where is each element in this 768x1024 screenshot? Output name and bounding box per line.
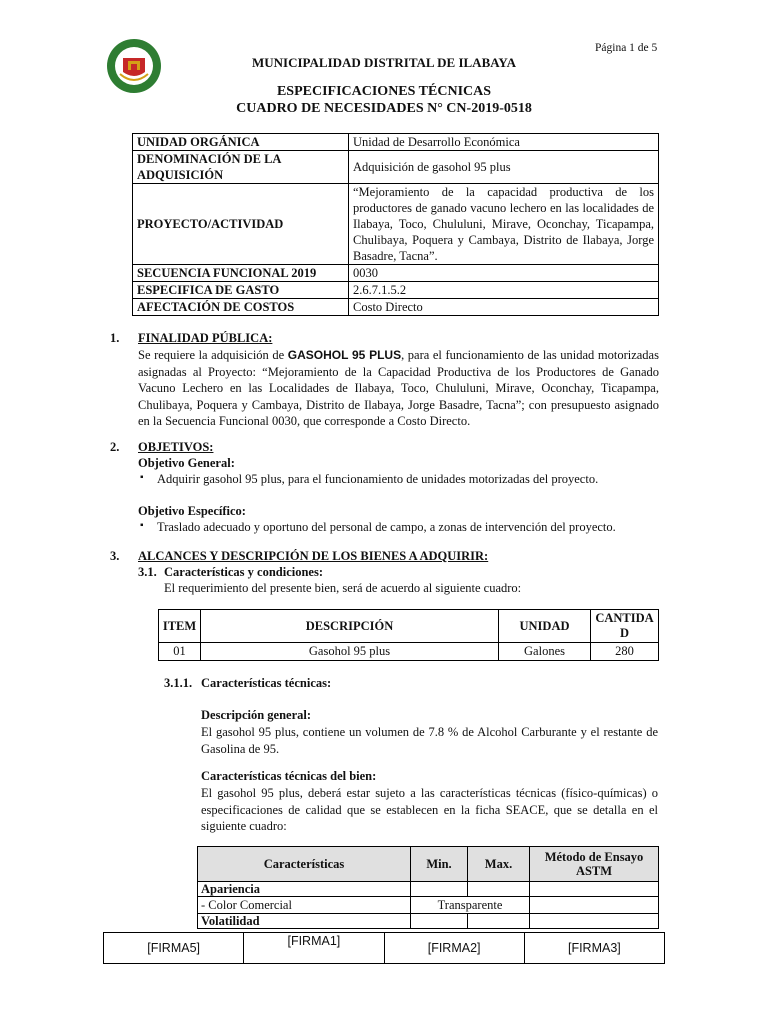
info-label: AFECTACIÓN DE COSTOS <box>133 299 349 316</box>
section-1-paragraph <box>138 347 659 430</box>
description-title: Descripción general: <box>201 708 312 722</box>
section-2-title: OBJETIVOS: <box>138 440 214 454</box>
section-1-number: 1. <box>110 331 120 345</box>
cell-description: Gasohol 95 plus <box>201 643 499 661</box>
info-label: DENOMINACIÓN DE LA ADQUISICIÓN <box>133 151 349 184</box>
info-label: SECUENCIA FUNCIONAL 2019 <box>133 265 349 282</box>
info-table <box>132 133 659 316</box>
technical-title: Características técnicas del bien: <box>201 769 377 783</box>
cell-volatility: Volatilidad <box>198 914 411 929</box>
municipality-name: MUNICIPALIDAD DISTRITAL DE ILABAYA <box>251 55 517 70</box>
subsubsection-title: Características técnicas: <box>201 676 332 690</box>
items-table <box>158 609 659 661</box>
bullet: ▪ <box>140 472 144 483</box>
signature-firma2: [FIRMA2] <box>384 933 524 964</box>
bullet: ▪ <box>140 520 144 531</box>
subsection-text: El requerimiento del presente bien, será de acuerdo al siguiente cuadro: <box>164 581 522 595</box>
header-method: Método de Ensayo ASTM <box>530 847 659 882</box>
section-2-number: 2. <box>110 440 120 454</box>
signature-table <box>103 932 665 964</box>
header-unit: UNIDAD <box>499 610 591 643</box>
header-min: Min. <box>411 847 468 882</box>
section-1-bold: GASOHOL 95 PLUS <box>287 348 402 362</box>
table-row <box>133 282 659 299</box>
technical-text: El gasohol 95 plus, deberá estar sujeto a las características técnicas (físico-químicas) o especificaciones de calidad que se establecen en la ficha SEACE, que se detalla en el siguiente cuadro: <box>201 786 658 833</box>
section-3-title: ALCANCES Y DESCRIPCIÓN DE LOS BIENES A ADQUIRIR: <box>138 549 489 563</box>
table-header-row <box>198 847 659 882</box>
characteristics-table <box>197 846 659 929</box>
header-quantity: CANTIDAD <box>591 610 659 643</box>
objective-general-title: Objetivo General: <box>138 456 235 470</box>
header-description: DESCRIPCIÓN <box>201 610 499 643</box>
table-row <box>133 151 659 184</box>
table-row <box>198 914 659 929</box>
table-row <box>133 265 659 282</box>
section-1-title: FINALIDAD PÚBLICA: <box>138 331 273 345</box>
signature-firma1: [FIRMA1] <box>244 933 384 964</box>
table-row <box>159 643 659 661</box>
subsection-title: Características y condiciones: <box>164 565 323 579</box>
info-value: 0030 <box>349 265 659 282</box>
info-value: “Mejoramiento de la capacidad productiva de los productores de ganado vacuno lechero en las localidades de Ilabaya, Toco, Chululuni, Mirave, Oconchay, Ticapampa, Chulibaya, Poquera y Cambaya, Distrito de Ilabaya, Jorge Basadre, Tacna”. <box>349 184 659 265</box>
section-3-number: 3. <box>110 549 120 563</box>
info-value: Adquisición de gasohol 95 plus <box>349 151 659 184</box>
objective-general-item: Adquirir gasohol 95 plus, para el funcionamiento de unidades motorizadas del proyecto. <box>157 472 599 486</box>
signature-firma5: [FIRMA5] <box>104 933 244 964</box>
description-text: El gasohol 95 plus, contiene un volumen de 7.8 % de Alcohol Carburante y el restante de Gasolina de 95. <box>201 725 658 756</box>
page-number: Página 1 de 5 <box>595 42 658 54</box>
subsubsection-number: 3.1.1. <box>164 676 193 690</box>
table-row <box>133 184 659 265</box>
info-value: Costo Directo <box>349 299 659 316</box>
info-value: Unidad de Desarrollo Económica <box>349 134 659 151</box>
section-1-text: , para el funcionamiento de las unidad motorizadas asignadas al Proyecto: “Mejoramiento de la Capacidad Productiva de los Productores de Ganado Vacuno Lechero en las Localidades de Ilabaya, Toco, Chululuni, Mirave, Oconchay, Ticapampa, Chulibaya, Poquera y Cambaya, Distrito de Ilabaya, Jorge Basadre, Tacna”; con presupuesto asignado en la Secuencia Funcional 0030, que corresponde a Costo Directo. <box>138 348 659 429</box>
cell-quantity: 280 <box>591 643 659 661</box>
table-row <box>133 299 659 316</box>
header-item: ITEM <box>159 610 201 643</box>
section-1-text: Se requiere la adquisición de <box>138 348 288 362</box>
table-row <box>198 882 659 897</box>
objective-specific-item: Traslado adecuado y oportuno del personal de campo, a zonas de intervención del proyecto. <box>157 520 616 534</box>
table-row <box>133 134 659 151</box>
cell-appearance: Apariencia <box>198 882 411 897</box>
subsection-number: 3.1. <box>138 565 157 579</box>
info-label: ESPECIFICA DE GASTO <box>133 282 349 299</box>
cell-unit: Galones <box>499 643 591 661</box>
doc-subtitle: CUADRO DE NECESIDADES N° CN-2019-0518 <box>236 101 532 116</box>
cell-color-value: Transparente <box>411 897 530 914</box>
cell-color: - Color Comercial <box>198 897 411 914</box>
info-label: UNIDAD ORGÁNICA <box>133 134 349 151</box>
header-characteristic: Características <box>198 847 411 882</box>
table-row <box>198 897 659 914</box>
table-row <box>104 933 665 964</box>
header-max: Max. <box>468 847 530 882</box>
cell-item: 01 <box>159 643 201 661</box>
info-label: PROYECTO/ACTIVIDAD <box>133 184 349 265</box>
info-value: 2.6.7.1.5.2 <box>349 282 659 299</box>
doc-title: ESPECIFICACIONES TÉCNICAS <box>276 84 492 99</box>
signature-firma3: [FIRMA3] <box>524 933 664 964</box>
objective-specific-title: Objetivo Específico: <box>138 504 246 518</box>
table-header-row <box>159 610 659 643</box>
